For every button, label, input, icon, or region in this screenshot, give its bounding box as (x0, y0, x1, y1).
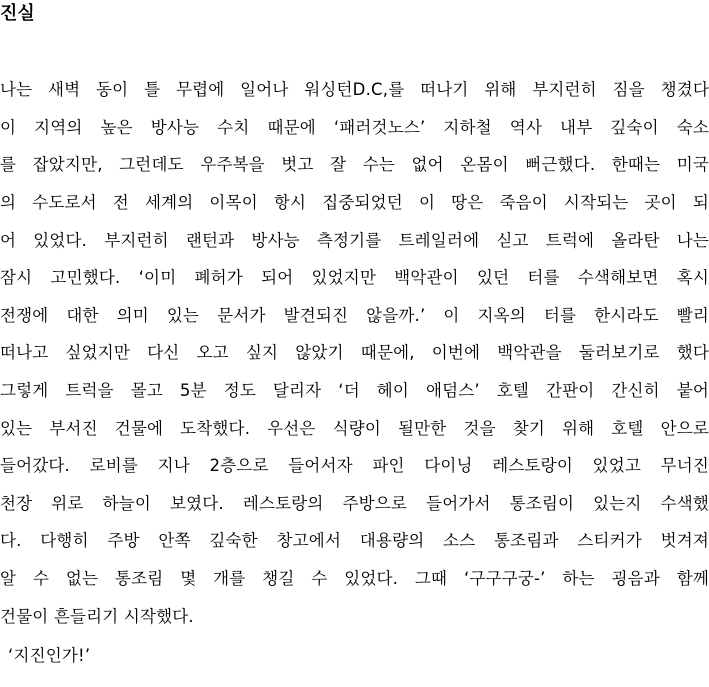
text-line: 알 수 없는 통조림 몇 개를 챙길 수 있었다. 그때 ‘구구구궁-’ 하는 굉음과 함께 (0, 569, 709, 588)
text-line: 잠시 고민했다. ‘이미 폐허가 되어 있었지만 백악관이 있던 터를 수색해보면 혹시 (0, 268, 709, 287)
text-line: 건물이 흔들리기 시작했다. (0, 607, 194, 626)
text-line: 다. 다행히 주방 안쪽 깊숙한 창고에서 대용량의 소스 통조림과 스티커가 벗겨져 (0, 531, 709, 550)
text-line: 전쟁에 대한 의미 있는 문서가 발견되진 않을까.’ 이 지옥의 터를 한시라도 빨리 (0, 306, 709, 325)
text-line: 들어갔다. 로비를 지나 2층으로 들어서자 파인 다이닝 레스토랑이 있었고 무너진 (0, 456, 709, 475)
text-line: 있는 부서진 건물에 도착했다. 우선은 식량이 될만한 것을 찾기 위해 호텔 안으로 (0, 419, 709, 438)
text-line: 그렇게 트럭을 몰고 5분 정도 달리자 ‘더 헤이 애덤스’ 호텔 간판이 간신히 붙어 (0, 381, 709, 400)
text-line: 어 있었다. 부지런히 랜턴과 방사능 측정기를 트레일러에 싣고 트럭에 올라탄 나는 (0, 231, 709, 250)
text-line: 나는 새벽 동이 틀 무렵에 일어나 워싱턴D.C,를 떠나기 위해 부지런히 짐을 챙겼다 (0, 80, 709, 99)
text-line: 이 지역의 높은 방사능 수치 때문에 ‘패러것노스’ 지하철 역사 내부 깊숙이 숙소 (0, 118, 709, 137)
document-title: 진실 (0, 3, 35, 24)
text-line: 천장 위로 하늘이 보였다. 레스토랑의 주방으로 들어가서 통조림이 있는지 수색했 (0, 494, 709, 513)
text-line: 를 잡았지만, 그런데도 우주복을 벗고 잘 수는 없어 온몸이 뻐근했다. 한때는 미국 (0, 155, 709, 174)
text-line: 떠나고 싶었지만 다신 오고 싶지 않았기 때문에, 이번에 백악관을 둘러보기로 했다 (0, 343, 709, 362)
dialogue-line: ‘지진인가!’ (8, 646, 91, 665)
text-line: 의 수도로서 전 세계의 이목이 항시 집중되었던 이 땅은 죽음이 시작되는 곳이 되 (0, 193, 709, 212)
